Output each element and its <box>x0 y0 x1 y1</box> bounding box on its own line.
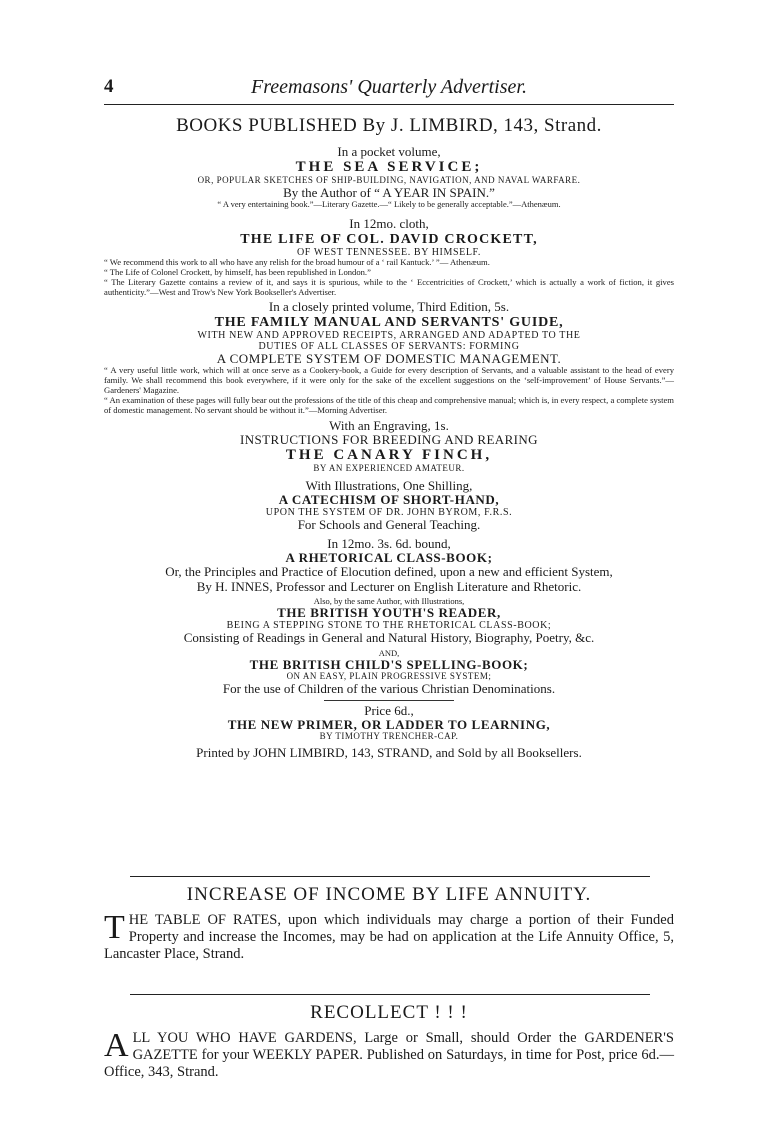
sea-service-quote: “ A very entertaining book.”—Literary Gazette.—“ Likely to be generally acceptable.”—Athenæum. <box>217 198 561 209</box>
crockett-quote-2: “ The Life of Colonel Crockett, by himself, has been republished in London.” <box>104 266 371 277</box>
rhetorical-listing <box>104 537 674 594</box>
recollect-body <box>104 1027 674 1081</box>
recollect-heading: RECOLLECT ! ! ! <box>310 1002 468 1023</box>
spelling-line-2: For the use of Children of the various Christian Denominations. <box>222 681 556 697</box>
running-header <box>104 76 674 102</box>
crockett-quote-3: “ The Literary Gazette contains a review of it, and says it is spurious, while to the ‘ Eccentricities of Crockett,’ which is actually a work of fiction, it gives authenticity.”—West and Trow's New York Bookseller's Advertiser. <box>104 276 674 297</box>
recollect-drop-cap: A <box>104 1027 129 1064</box>
annuity-heading: INCREASE OF INCOME BY LIFE ANNUITY. <box>186 884 592 905</box>
family-manual-listing <box>104 300 674 415</box>
recollect-notice <box>104 1002 674 1081</box>
sea-service-listing <box>104 145 674 209</box>
canary-title-2: THE CANARY FINCH, <box>285 447 493 464</box>
books-heading: BOOKS PUBLISHED By J. LIMBIRD, 143, Strand. <box>176 115 602 136</box>
books-advertisement <box>104 116 674 760</box>
shorthand-intro: With Illustrations, One Shilling, <box>305 477 473 493</box>
sea-service-subtitle: OR, POPULAR SKETCHES OF SHIP-BUILDING, NAVIGATION, AND NAVAL WARFARE. <box>197 174 581 185</box>
annuity-body <box>104 909 674 963</box>
family-manual-quote-1: “ A very useful little work, which will at once serve as a Cookery-book, a Guide for every description of Servants, and a valuable assistant to the head of every family. We shall recommend this book everywhere, if it were only for the sake of the excellent suggestions on the ‘self-improvement’ of House Servants.”—Gardeners' Magazine. <box>104 365 674 396</box>
youths-reader-listing <box>104 597 674 646</box>
family-manual-line-3: A COMPLETE SYSTEM OF DOMESTIC MANAGEMENT. <box>216 351 562 367</box>
page-number: 4 <box>104 76 114 97</box>
canary-title: INSTRUCTIONS FOR BREEDING AND REARING <box>240 432 538 448</box>
canary-intro: With an Engraving, 1s. <box>329 417 449 433</box>
publication-title: Freemasons' Quarterly Advertiser. <box>251 76 527 98</box>
primer-author: BY TIMOTHY TRENCHER-CAP. <box>319 731 459 742</box>
youths-reader-line-2: Consisting of Readings in General and Natural History, Biography, Poetry, &c. <box>183 630 595 646</box>
crockett-quote-1: “ We recommend this work to all who have any relish for the broad humour of a ‘ rail Kantuck.’ ”— Athenæum. <box>104 256 490 267</box>
youths-reader-title: THE BRITISH YOUTH'S READER, <box>277 605 501 621</box>
crockett-intro: In 12mo. cloth, <box>349 216 429 232</box>
annuity-drop-cap: T <box>104 909 125 946</box>
primer-title: THE NEW PRIMER, OR LADDER TO LEARNING, <box>227 716 551 732</box>
canary-listing <box>104 419 674 474</box>
primer-listing <box>104 704 674 742</box>
youths-reader-intro: Also, by the same Author, with Illustrations, <box>313 595 465 606</box>
recollect-text: LL YOU WHO HAVE GARDENS, Large or Small, should Order the GARDENER'S GAZETTE for your WEEKLY PAPER. Published on Saturdays, in time for Post, price 6d.—Office, 343, Strand. <box>104 1030 674 1081</box>
family-manual-quote-2: “ An examination of these pages will fully bear out the professions of the title of this cheap and comprehensive manual; which is, in every respect, a complete system of domestic management. No servant should be without it.”—Morning Advertiser. <box>104 395 674 415</box>
annuity-text: HE TABLE OF RATES, upon which individuals may charge a portion of their Funded Property and increase the Incomes, may be had on application at the Life Annuity Office, 5, Lancaster Place, Strand. <box>104 912 674 963</box>
sea-service-intro: In a pocket volume, <box>337 143 441 159</box>
rhetorical-title: A RHETORICAL CLASS-BOOK; <box>285 549 493 565</box>
youths-reader-line-1: BEING A STEPPING STONE TO THE RHETORICAL CLASS-BOOK; <box>226 620 552 632</box>
rhetorical-line-2: By H. INNES, Professor and Lecturer on English Literature and Rhetoric. <box>196 578 582 594</box>
family-manual-intro: In a closely printed volume, Third Edition, 5s. <box>268 299 510 315</box>
annuity-bottom-rule <box>130 994 650 995</box>
annuity-notice <box>104 884 674 963</box>
crockett-listing <box>104 217 674 297</box>
books-bottom-rule <box>130 876 650 877</box>
rhetorical-line-1: Or, the Principles and Practice of Elocution defined, upon a new and efficient System, <box>165 564 613 580</box>
family-manual-title: THE FAMILY MANUAL AND SERVANTS' GUIDE, <box>214 314 564 330</box>
family-manual-line-2: DUTIES OF ALL CLASSES OF SERVANTS: FORMING <box>258 341 520 353</box>
family-manual-line-1: WITH NEW AND APPROVED RECEIPTS, ARRANGED AND ADAPTED TO THE <box>197 330 581 342</box>
printed-by-line: Printed by JOHN LIMBIRD, 143, STRAND, and Sold by all Booksellers. <box>196 745 582 761</box>
sea-service-title: THE SEA SERVICE; <box>295 159 483 176</box>
spelling-line-1: ON AN EASY, PLAIN PROGRESSIVE SYSTEM; <box>286 671 492 682</box>
canary-author: BY AN EXPERIENCED AMATEUR. <box>313 462 465 473</box>
shorthand-title: A CATECHISM OF SHORT-HAND, <box>278 492 500 508</box>
primer-intro: Price 6d., <box>364 702 414 718</box>
crockett-subtitle: OF WEST TENNESSEE. BY HIMSELF. <box>296 246 482 258</box>
section-divider <box>324 700 454 701</box>
spelling-title: THE BRITISH CHILD'S SPELLING-BOOK; <box>249 657 529 673</box>
crockett-title: THE LIFE OF COL. DAVID CROCKETT, <box>240 231 538 247</box>
shorthand-line-2: For Schools and General Teaching. <box>297 517 481 533</box>
header-rule <box>104 104 674 105</box>
shorthand-listing <box>104 479 674 533</box>
sea-service-author: By the Author of “ A YEAR IN SPAIN.” <box>283 184 495 200</box>
rhetorical-intro: In 12mo. 3s. 6d. bound, <box>327 535 451 551</box>
spelling-intro: AND, <box>378 647 400 658</box>
shorthand-line-1: UPON THE SYSTEM OF DR. JOHN BYROM, F.R.S. <box>265 507 513 519</box>
spelling-book-listing <box>104 649 674 697</box>
